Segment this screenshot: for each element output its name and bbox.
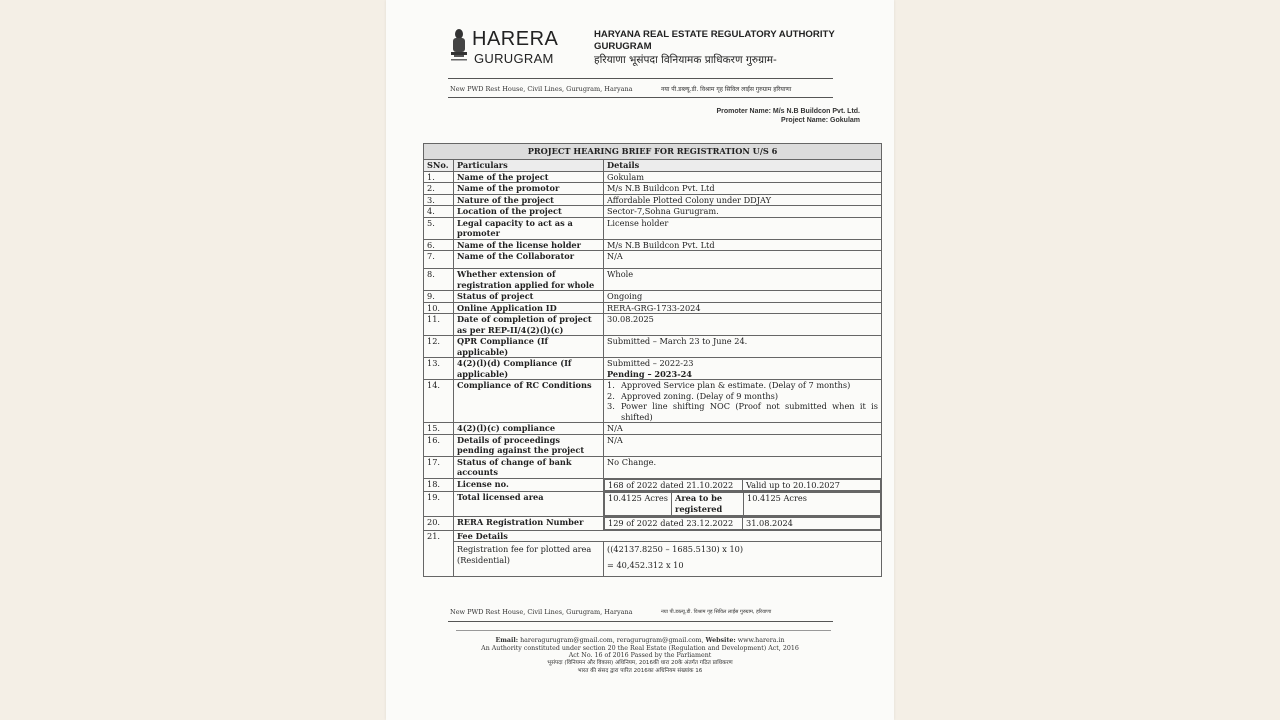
col-header-particulars: Particulars [454, 160, 604, 172]
promoter-info [716, 107, 860, 125]
list-item: 3. Power line shifting NOC (Proof not submitted when it is shifted) [607, 401, 878, 422]
rc-condition-text: Approved Service plan & estimate. (Delay of 7 months) [621, 380, 851, 390]
footer-act-line: An Authority constituted under section 20 the Real Estate (Regulation and Development) Act, 2016 [481, 645, 799, 652]
row-particular: QPR Compliance (If applicable) [454, 336, 604, 358]
registration-number: 129 of 2022 dated 23.12.2022 [605, 518, 743, 530]
table-row [424, 194, 882, 206]
area-to-register-value: 10.4125 Acres [744, 493, 881, 516]
col-header-details: Details [604, 160, 882, 172]
detail-submitted: Submitted – 2022-23 [607, 358, 694, 368]
table-row [424, 492, 882, 517]
header-divider-lower [448, 97, 833, 98]
row-sno: 17. [424, 456, 454, 478]
row-particular: 4(2)(l)(c) compliance [454, 423, 604, 435]
row-sno: 16. [424, 434, 454, 456]
row-sno: 15. [424, 423, 454, 435]
row-sno: 9. [424, 291, 454, 303]
footer-address: New PWD Rest House, Civil Lines, Gurugram, Haryana [450, 608, 633, 616]
row-particular: 4(2)(l)(d) Compliance (If applicable) [454, 358, 604, 380]
authority-name-hindi: हरियाणा भूसंपदा विनियामक प्राधिकरण गुरुग्राम- [594, 54, 777, 66]
table-row [424, 336, 882, 358]
row-particular: Status of project [454, 291, 604, 303]
website-label: Website: [705, 637, 736, 644]
table-row [424, 251, 882, 269]
license-subtable [604, 479, 881, 492]
row-detail: License holder [604, 217, 882, 239]
promoter-name: Promoter Name: M/s N.B Buildcon Pvt. Ltd. [716, 108, 860, 115]
row-detail [604, 478, 882, 492]
detail-pending: Pending – 2023-24 [607, 368, 692, 379]
row-particular: Name of the license holder [454, 239, 604, 251]
row-particular: Details of proceedings pending against the project [454, 434, 604, 456]
row-detail: N/A [604, 434, 882, 456]
row-detail: Gokulam [604, 171, 882, 183]
national-emblem-icon [448, 28, 470, 64]
table-row [424, 423, 882, 435]
authority-city: GURUGRAM [594, 41, 652, 52]
fee-calc-line1: ((42137.8250 – 1685.5130) x 10) [607, 544, 744, 554]
table-row [424, 217, 882, 239]
row-detail: No Change. [604, 456, 882, 478]
row-sno: 2. [424, 183, 454, 195]
row-detail: 30.08.2025 [604, 314, 882, 336]
row-sno: 13. [424, 358, 454, 380]
table-row [424, 302, 882, 314]
row-detail: Ongoing [604, 291, 882, 303]
row-particular: Legal capacity to act as a promoter [454, 217, 604, 239]
rc-condition-text: Approved zoning. (Delay of 9 months) [621, 390, 779, 401]
license-validity: Valid up to 20.10.2027 [743, 479, 881, 491]
row-sno: 12. [424, 336, 454, 358]
row-detail: N/A [604, 423, 882, 435]
row-detail: N/A [604, 251, 882, 269]
table-row [424, 269, 882, 291]
fee-label: Registration fee for plotted area (Residential) [454, 542, 604, 577]
header-address: New PWD Rest House, Civil Lines, Gurugram, Haryana [450, 85, 633, 93]
footer-divider [448, 621, 833, 622]
rc-condition-text: Power line shifting NOC (Proof not submitted when it is shifted) [621, 401, 878, 422]
row-sno: 4. [424, 206, 454, 218]
table-row [424, 456, 882, 478]
website-value: www.harera.in [737, 637, 785, 644]
registration-subtable [604, 517, 881, 530]
table-row [424, 517, 882, 531]
row-detail [604, 492, 882, 517]
row-particular: Nature of the project [454, 194, 604, 206]
hearing-brief-table [423, 143, 882, 577]
row-sno: 7. [424, 251, 454, 269]
row-sno: 3. [424, 194, 454, 206]
registration-validity: 31.08.2024 [743, 518, 881, 530]
header-divider [448, 78, 833, 79]
row-detail: Affordable Plotted Colony under DDJAY [604, 194, 882, 206]
table-row [424, 542, 882, 577]
table-row [424, 239, 882, 251]
table-row [424, 434, 882, 456]
footer-hindi-line2: भारत की संसद द्वारा पारित 2016का अधिनियम संख्यांक 16 [577, 668, 703, 674]
row-particular: RERA Registration Number [454, 517, 604, 531]
row-detail [604, 380, 882, 423]
fee-calculation [604, 542, 882, 577]
table-row [424, 530, 882, 542]
logo-text: HARERA [472, 28, 559, 50]
email-label: Email: [495, 637, 519, 644]
row-sno: 21. [424, 530, 454, 577]
row-sno: 6. [424, 239, 454, 251]
row-sno: 19. [424, 492, 454, 517]
row-particular: Whether extension of registration applied for whole [454, 269, 604, 291]
footer-divider-lower [456, 630, 831, 631]
document-page [386, 0, 894, 720]
table-row [424, 206, 882, 218]
header-address-hindi: नया पी.डब्ल्यू.डी. विश्राम गृह सिविल लाईंस गुरुग्राम हरियाणा [661, 86, 792, 93]
col-header-sno: SNo. [424, 160, 454, 172]
project-name: Project Name: Gokulam [781, 117, 860, 124]
area-subtable [604, 492, 881, 516]
row-sno: 1. [424, 171, 454, 183]
row-particular: Online Application ID [454, 302, 604, 314]
list-item: 1. Approved Service plan & estimate. (Delay of 7 months) [607, 380, 851, 390]
row-particular: License no. [454, 478, 604, 492]
row-detail [604, 517, 882, 531]
row-detail [604, 358, 882, 380]
row-particular: Total licensed area [454, 492, 604, 517]
table-row [424, 171, 882, 183]
row-particular: Fee Details [454, 530, 882, 542]
fee-calc-line2: = 40,452.312 x 10 [607, 559, 684, 570]
row-sno: 14. [424, 380, 454, 423]
row-detail: Sector-7,Sohna Gurugram. [604, 206, 882, 218]
row-detail: RERA-GRG-1733-2024 [604, 302, 882, 314]
row-detail: M/s N.B Buildcon Pvt. Ltd [604, 239, 882, 251]
row-detail: M/s N.B Buildcon Pvt. Ltd [604, 183, 882, 195]
row-particular: Date of completion of project as per REP-II/4(2)(l)(c) [454, 314, 604, 336]
table-row [424, 380, 882, 423]
row-particular: Name of the promotor [454, 183, 604, 195]
list-item: 2. Approved zoning. (Delay of 9 months) [607, 390, 779, 401]
row-detail: Submitted – March 23 to June 24. [604, 336, 882, 358]
row-sno: 11. [424, 314, 454, 336]
table-row [424, 314, 882, 336]
table-row [424, 183, 882, 195]
footer-email-line [386, 637, 894, 644]
logo-subtext: GURUGRAM [474, 51, 554, 66]
row-detail: Whole [604, 269, 882, 291]
footer-act-number: Act No. 16 of 2016 Passed by the Parliament [568, 652, 712, 659]
table-title: PROJECT HEARING BRIEF FOR REGISTRATION U/S 6 [424, 144, 882, 160]
row-particular: Compliance of RC Conditions [454, 380, 604, 423]
row-particular: Location of the project [454, 206, 604, 218]
footer-address-hindi: नया पी.डब्ल्यू.डी. विश्राम गृह सिविल लाईंस गुरुग्राम, हरियाणा [661, 609, 772, 615]
total-licensed-area: 10.4125 Acres [605, 493, 672, 516]
authority-name: HARYANA REAL ESTATE REGULATORY AUTHORITY [594, 29, 835, 40]
area-to-register-label: Area to be registered [672, 493, 744, 516]
email-value: hareragurugram@gmail.com, reragurugram@gmail.com, [520, 637, 704, 644]
row-sno: 10. [424, 302, 454, 314]
footer-hindi-line1: भूसंपदा (विनियमन और विकास) अधिनियम, 2016की धारा 20के अंतर्गत गठित प्राधिकरण [547, 660, 733, 666]
row-sno: 18. [424, 478, 454, 492]
table-row [424, 478, 882, 492]
table-header-row [424, 160, 882, 172]
table-row [424, 358, 882, 380]
table-row [424, 291, 882, 303]
license-number: 168 of 2022 dated 21.10.2022 [605, 479, 743, 491]
row-sno: 5. [424, 217, 454, 239]
row-particular: Name of the project [454, 171, 604, 183]
row-sno: 20. [424, 517, 454, 531]
row-particular: Name of the Collaborator [454, 251, 604, 269]
row-sno: 8. [424, 269, 454, 291]
row-particular: Status of change of bank accounts [454, 456, 604, 478]
